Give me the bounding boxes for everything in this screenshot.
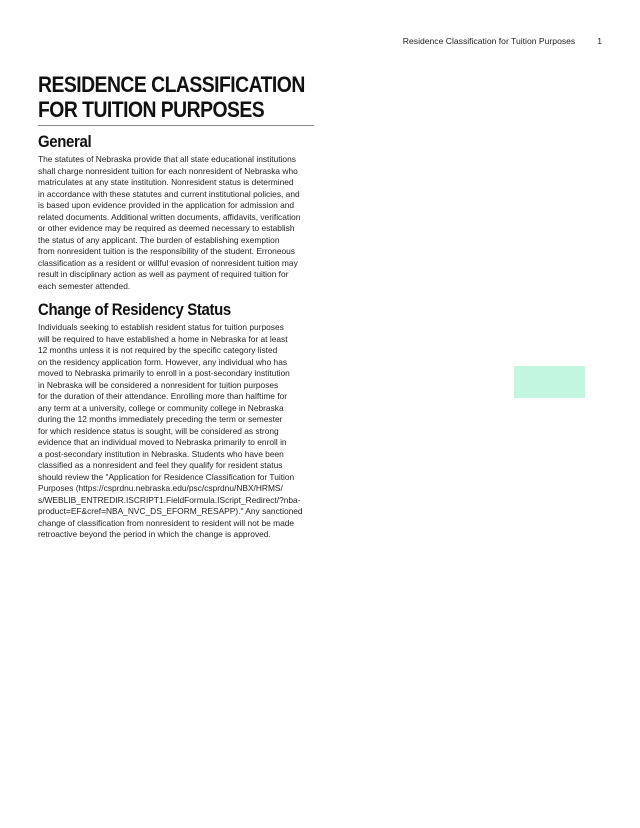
section-heading-change-of-residency: Change of Residency Status — [38, 300, 231, 319]
running-header — [403, 36, 602, 46]
body-line: or other evidence may be required as deemed necessary to establish — [38, 223, 295, 233]
highlight-box — [514, 366, 585, 398]
body-line: change of classification from nonresident to resident will not be made — [38, 517, 295, 528]
body-line: should review the "Application for Residence Classification for Tuition — [38, 471, 295, 482]
section-heading-general: General — [38, 132, 92, 151]
body-line: will be required to have established a home in Nebraska for at least — [38, 333, 288, 344]
document-title — [38, 72, 313, 125]
section-change-of-residency — [38, 300, 314, 541]
document-title-line-2: FOR TUITION PURPOSES — [38, 97, 265, 122]
body-line: matriculates at any state institution. Nonresident status is determined — [38, 177, 294, 187]
document-title-line-1: RESIDENCE CLASSIFICATION — [38, 72, 305, 97]
section-body-general — [38, 154, 314, 292]
body-line: is based upon evidence provided in the application for admission and — [38, 200, 295, 210]
body-line: product=EF&cref=NBA_NVC_DS_EFORM_RESAPP)." Any sanctioned — [38, 506, 303, 516]
section-general — [38, 132, 314, 292]
body-line: Individuals seeking to establish resident status for tuition purposes — [38, 322, 284, 332]
body-line: from nonresident tuition is the responsibility of the student. Erroneous — [38, 246, 295, 256]
title-divider — [38, 125, 314, 126]
body-line: a post-secondary institution in Nebraska. Students who have been — [38, 448, 284, 459]
body-line: for which residence status is sought, will be considered as strong — [38, 425, 279, 436]
body-line: result in disciplinary action as well as payment of required tuition for — [38, 269, 289, 279]
body-line: each semester attended. — [38, 280, 131, 291]
body-line: The statutes of Nebraska provide that all state educational institutions — [38, 154, 296, 164]
body-line: on the residency application form. However, any individual who has — [38, 356, 288, 367]
body-line: during the 12 months immediately preceding the term or semester — [38, 414, 283, 424]
body-line: in accordance with these statutes and current institutional policies, and — [38, 188, 300, 199]
body-line: classification as a resident or willful evasion of nonresident tuition may — [38, 257, 298, 268]
body-line: related documents. Additional written documents, affidavits, verification — [38, 211, 301, 222]
body-line: 12 months unless it is not required by the specific category listed — [38, 345, 278, 355]
body-line: any term at a university, college or community college in Nebraska — [38, 402, 284, 413]
body-line: in Nebraska will be considered a nonresident for tuition purposes — [38, 379, 279, 390]
body-line: Purposes (https://csprdnu.nebraska.edu/psc/csprdnu/NBX/HRMS/ — [38, 483, 283, 493]
body-line: classified as a nonresident and feel they qualify for resident status — [38, 460, 283, 470]
body-line: retroactive beyond the period in which the change is approved. — [38, 529, 271, 539]
section-body-change-of-residency — [38, 322, 314, 541]
body-line: s/WEBLIB_ENTREDIR.ISCRIPT1.FieldFormula.IScript_Redirect/?nba- — [38, 494, 301, 505]
body-line: moved to Nebraska primarily to enroll in a post-secondary institution — [38, 368, 290, 378]
body-line: for the duration of their attendance. Enrolling more than halftime for — [38, 391, 288, 401]
body-line: evidence that an individual moved to Nebraska primarily to enroll in — [38, 437, 287, 447]
body-line: shall charge nonresident tuition for each nonresident of Nebraska who — [38, 165, 298, 176]
document-content — [38, 72, 314, 549]
page-number: 1 — [597, 36, 602, 46]
running-title: Residence Classification for Tuition Purposes — [402, 36, 576, 46]
body-line: the status of any applicant. The burden of establishing exemption — [38, 234, 280, 245]
